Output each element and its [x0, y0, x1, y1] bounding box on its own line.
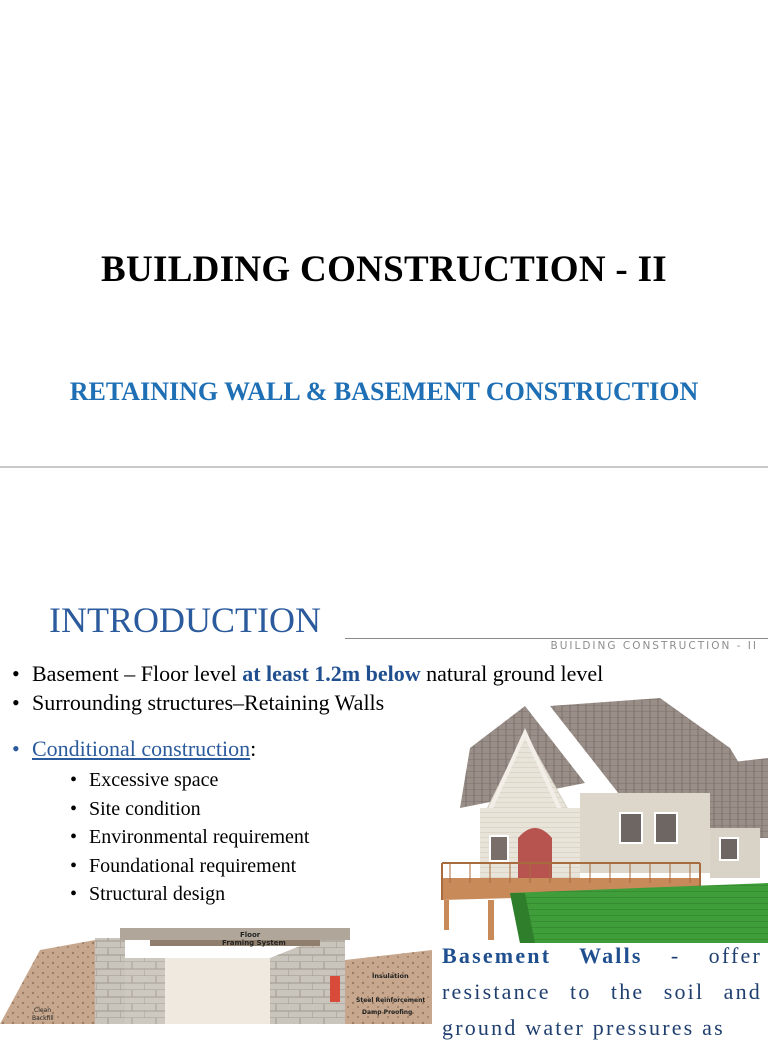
basement-wall-diagram: [0, 920, 432, 1024]
bullet-text: Basement – Floor level: [32, 661, 243, 686]
house-illustration: [430, 688, 768, 948]
sub-bullet-list: [70, 766, 309, 909]
list-item: [12, 659, 603, 688]
list-item: • Site condition: [70, 795, 309, 824]
conditional-construction-link[interactable]: Conditional construction: [32, 736, 251, 761]
bullet-emphasis: at least 1.2m below: [242, 661, 421, 686]
diagram-label-floor: Floor: [240, 931, 261, 939]
heading-rule: [345, 638, 768, 639]
bullet-text: natural ground level: [420, 661, 604, 686]
list-item: • Structural design: [70, 880, 309, 909]
diagram-label-insulation: Insulation: [372, 972, 409, 980]
basement-walls-title: Basement Walls: [442, 943, 643, 968]
section-heading: INTRODUCTION: [49, 600, 321, 640]
slide-subtitle: RETAINING WALL & BASEMENT CONSTRUCTION: [69, 377, 699, 406]
diagram-label-damp: Damp Proofing: [362, 1009, 413, 1016]
colon: :: [250, 736, 257, 761]
conditional-construction-item: [12, 734, 256, 763]
list-item: • Excessive space: [70, 766, 309, 795]
diagram-label-clean: Clean: [34, 1007, 52, 1014]
slide-title: BUILDING CONSTRUCTION - II: [101, 249, 667, 290]
list-item: • Environmental requirement: [70, 823, 309, 852]
list-item: • Foundational requirement: [70, 852, 309, 881]
introduction-slide: [0, 468, 768, 1040]
list-item: • Surrounding structures–Retaining Walls: [12, 688, 603, 717]
diagram-label-framing: Framing System: [222, 939, 286, 947]
running-head: BUILDING CONSTRUCTION - II: [550, 640, 758, 652]
basement-walls-paragraph: [442, 938, 762, 1046]
basement-walls-body: - offer resistance to the soil and ground water pressures as: [442, 943, 762, 1040]
diagram-label-steel: Steel Reinforcement: [356, 997, 426, 1004]
diagram-label-backfill: Backfill: [32, 1015, 54, 1022]
title-slide: [0, 0, 768, 466]
